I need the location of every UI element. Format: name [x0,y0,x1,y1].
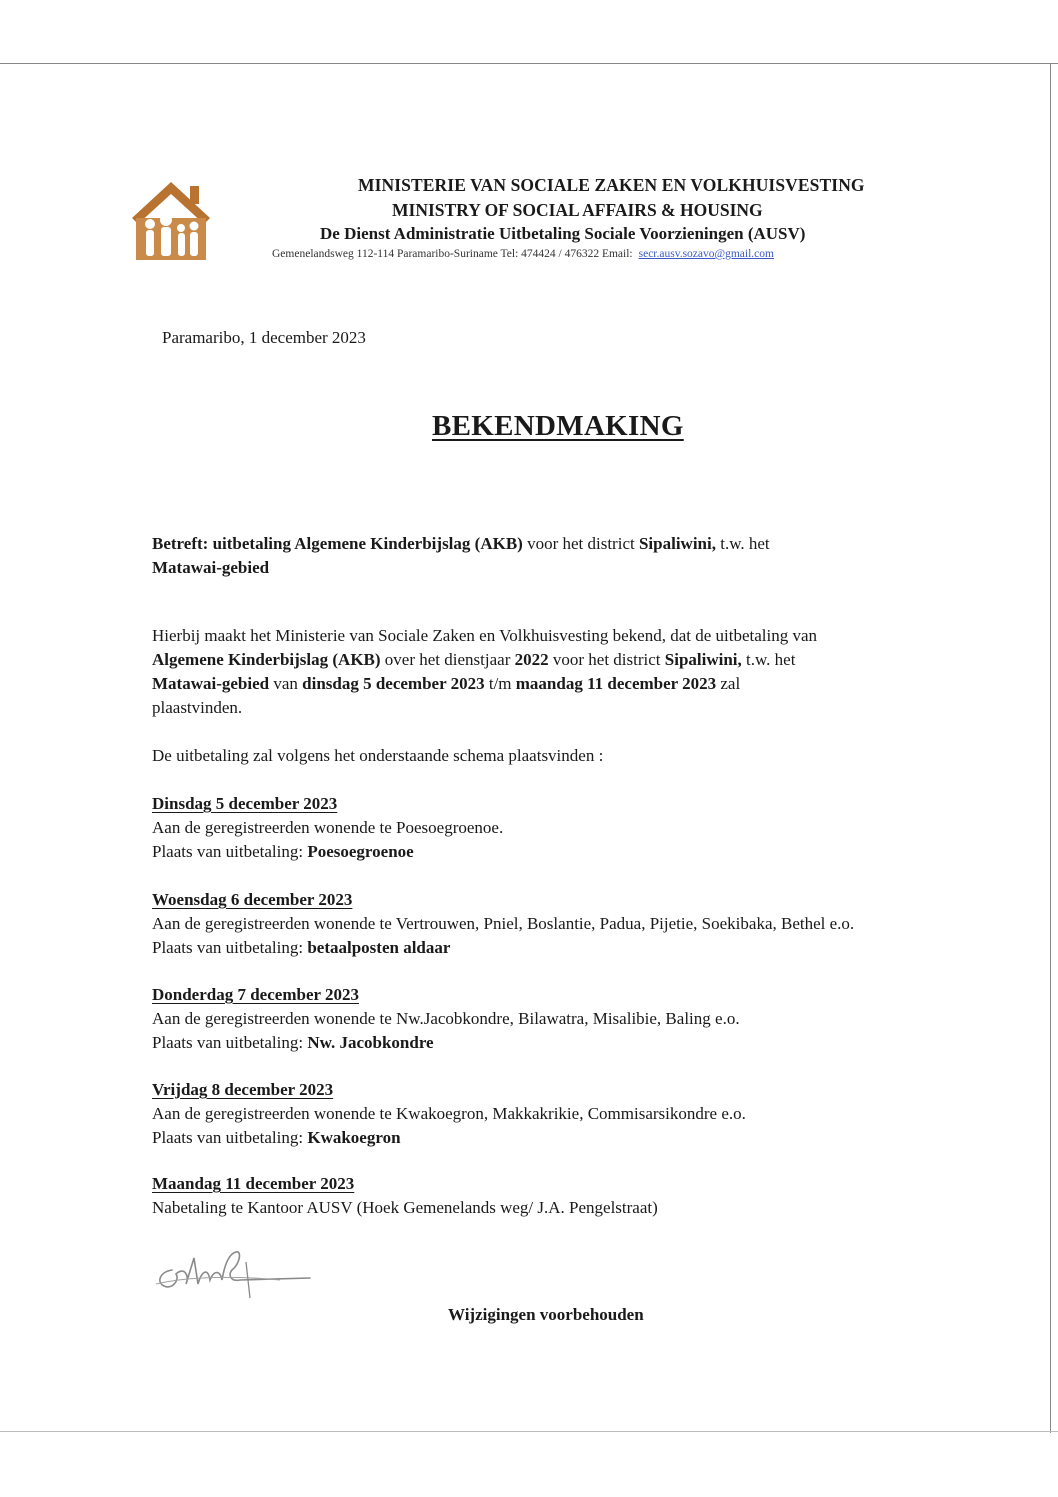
schedule-intro: De uitbetaling zal volgens het onderstaande schema plaatsvinden : [152,746,604,765]
subject-line [152,532,1032,580]
schedule-residents: Nabetaling te Kantoor AUSV (Hoek Gemenelands weg/ J.A. Pengelstraat) [152,1198,658,1217]
schedule-residents: Aan de geregistreerden wonende te Vertrouwen, Pniel, Boslantie, Padua, Pijetie, Soekibaka, Bethel e.o. [152,914,855,933]
schedule-entry [152,792,1032,864]
body-text-9: van [269,674,303,693]
letterhead-ministry-nl: MINISTERIE VAN SOCIALE ZAKEN EN VOLKHUISVESTING [358,175,865,195]
body-text-5: voor het district [548,650,665,669]
schedule-day: Maandag 11 december 2023 [152,1174,355,1193]
body-text-12: maandag 11 december 2023 [515,674,717,693]
body-text-8: Matawai-gebied [152,674,270,693]
subject-text-2: voor het district [522,534,639,553]
schedule-day: Donderdag 7 december 2023 [152,985,359,1004]
letterhead-address: Gemenelandsweg 112-114 Paramaribo-Suriname Tel: 474424 / 476322 Email: [272,248,633,260]
body-text-10: dinsdag 5 december 2023 [302,674,485,693]
body-text-7: t.w. het [741,650,796,669]
page-bottom-border [0,1431,1058,1432]
announcement-paragraph [152,624,1032,720]
schedule-residents: Aan de geregistreerden wonende te Poesoegroenoe. [152,818,504,837]
body-text-4: 2022 [514,650,549,669]
letterhead-contact [272,248,774,260]
schedule-place-label: Plaats van uitbetaling: [152,842,308,861]
body-text-14: plaastvinden. [152,698,243,717]
schedule-place: Poesoegroenoe [307,842,414,861]
schedule-entry [152,888,1032,960]
body-text-2: Algemene Kinderbijslag (AKB) [152,650,381,669]
signature-icon [150,1240,320,1310]
body-text-11: t/m [484,674,516,693]
schedule-residents: Aan de geregistreerden wonende te Kwakoegron, Makkakrikie, Commisarsikondre e.o. [152,1104,746,1123]
page-top-border [0,63,1058,64]
letterhead-department: De Dienst Administratie Uitbetaling Sociale Voorzieningen (AUSV) [320,224,806,243]
subject-text-1: Betreft: uitbetaling Algemene Kinderbijslag (AKB) [152,534,523,553]
subject-text-3: Sipaliwini, [638,534,716,553]
schedule-day: Woensdag 6 december 2023 [152,890,353,909]
schedule-place-label: Plaats van uitbetaling: [152,1033,308,1052]
body-text-6: Sipaliwini, [664,650,742,669]
schedule-place: betaalposten aldaar [307,938,451,957]
body-text-3: over het dienstjaar [380,650,515,669]
schedule-place: Kwakoegron [307,1128,401,1147]
schedule-day: Vrijdag 8 december 2023 [152,1080,334,1099]
changes-reserved-note: Wijzigingen voorbehouden [448,1305,644,1324]
page-right-border [1050,63,1051,1433]
schedule-entry [152,1172,1032,1220]
schedule-entry [152,983,1032,1055]
schedule-day: Dinsdag 5 december 2023 [152,794,338,813]
letter-date: Paramaribo, 1 december 2023 [162,328,366,347]
schedule-place-label: Plaats van uitbetaling: [152,1128,308,1147]
subject-text-4: t.w. het [715,534,770,553]
document-title: BEKENDMAKING [432,410,684,442]
body-text-13: zal [716,674,741,693]
schedule-entry [152,1078,1032,1150]
subject-text-5: Matawai-gebied [152,558,270,577]
schedule-residents: Aan de geregistreerden wonende te Nw.Jacobkondre, Bilawatra, Misalibie, Baling e.o. [152,1009,740,1028]
schedule-place: Nw. Jacobkondre [307,1033,434,1052]
letterhead-ministry-en: MINISTRY OF SOCIAL AFFAIRS & HOUSING [392,200,763,220]
letterhead-email-link[interactable]: secr.ausv.sozavo@gmail.com [638,248,774,260]
body-text-1: Hierbij maakt het Ministerie van Sociale Zaken en Volkhuisvesting bekend, dat de uitbetaling van [152,626,818,645]
schedule-place-label: Plaats van uitbetaling: [152,938,308,957]
ministry-logo-icon [128,178,214,262]
